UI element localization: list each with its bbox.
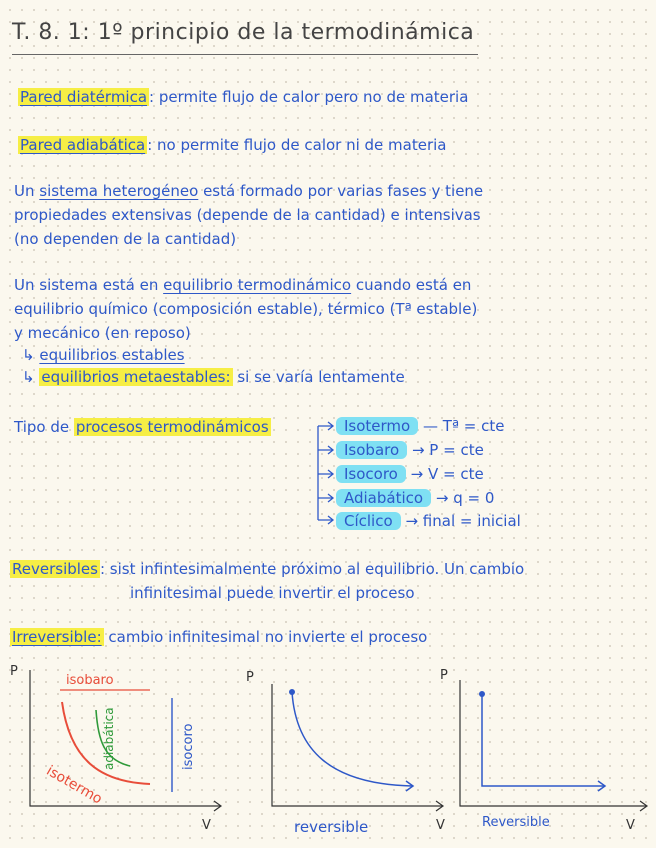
irreversible-text: cambio infinitesimal no invierte el proceso (108, 628, 428, 646)
proceso-ciclico (336, 512, 521, 530)
term-irreversible: Irreversible: (12, 628, 102, 646)
heterogeneo-text1: está formado por varias fases y tiene (203, 182, 484, 200)
term-adiabatica: Pared adiabática (20, 136, 146, 154)
rule-isobaro: P = cte (429, 441, 484, 459)
plot1-isotermo-label: isotermo (43, 762, 105, 808)
term-reversibles: Reversibles (12, 560, 98, 578)
heterogeneo-line2: propiedades extensivas (depende de la cantidad) e intensivas (14, 206, 481, 224)
procesos-pre: Tipo de (14, 418, 70, 436)
proceso-isotermo (336, 417, 504, 435)
plot3-ylabel: P (440, 668, 448, 683)
plot1-xlabel: V (202, 818, 211, 833)
pill-ciclico: Cíclico (336, 512, 401, 530)
equilibrio-branch-meta (22, 368, 405, 386)
pill-isocoro: Isocoro (336, 465, 406, 483)
pill-isotermo: Isotermo (336, 417, 418, 435)
def-adiabatica (18, 136, 447, 154)
plot3-xlabel: V (626, 818, 635, 833)
term-equilibrio: equilibrio termodinámico (163, 276, 352, 294)
term-diatermica: Pared diatérmica (20, 88, 148, 106)
rule-isotermo: Tª = cte (442, 417, 505, 435)
plot2-ylabel: P (246, 670, 254, 685)
pill-adiabatico: Adiabático (336, 489, 431, 507)
plot1-isocoro-label: isocoro (181, 723, 196, 770)
equilibrio-line2: equilibrio químico (composición estable), térmico (Tª estable) (14, 300, 478, 318)
arrow-right-icon: → (410, 465, 424, 483)
plot3-irreversible (450, 660, 656, 840)
equilibrio-line1 (14, 276, 471, 294)
equilibrio-line3: y mecánico (en reposo) (14, 324, 191, 342)
reversibles-text1: : sist infintesimalmente próximo al equilibrio. Un cambio (99, 560, 525, 578)
heterogeneo-line3: (no dependen de la cantidad) (14, 230, 237, 248)
procesos-heading (14, 418, 271, 436)
plot2-caption: reversible (294, 818, 369, 836)
term-estables: equilibrios estables (39, 346, 185, 364)
dash-icon: — (423, 417, 438, 435)
branch-arrow-icon: ↳ (22, 346, 35, 364)
heterogeneo-line1 (14, 182, 483, 200)
plot3-caption: Reversible (482, 815, 550, 830)
proceso-isocoro (336, 465, 484, 483)
term-procesos: procesos termodinámicos (75, 418, 269, 436)
plot1-adiabatica-label: adiabática (102, 707, 116, 770)
equilibrio-branch-stable (22, 346, 185, 364)
branch-arrow-icon: ↳ (22, 368, 35, 386)
pill-isobaro: Isobaro (336, 441, 407, 459)
term-heterogeneo: sistema heterogéneo (39, 182, 199, 200)
plot1-ylabel: P (10, 664, 18, 679)
rule-isocoro: V = cte (428, 465, 484, 483)
plot2-xlabel: V (436, 818, 445, 833)
equilibrio-pre: Un sistema está en (14, 276, 159, 294)
reversible-curve (292, 692, 412, 786)
reversibles-line2: infinitesimal puede invertir el proceso (130, 584, 415, 602)
rule-adiabatico: q = 0 (453, 489, 495, 507)
metaestables-text: si se varía lentamente (237, 368, 405, 386)
text-diatermica: : permite flujo de calor pero no de materia (149, 88, 469, 106)
proceso-isobaro (336, 441, 484, 459)
equilibrio-text1: cuando está en (355, 276, 472, 294)
def-diatermica (18, 88, 468, 106)
text-adiabatica: : no permite flujo de calor ni de materia (147, 136, 447, 154)
rule-ciclico: final = inicial (422, 512, 521, 530)
proceso-adiabatico (336, 489, 494, 507)
arrow-right-icon: → (411, 441, 425, 459)
arrow-right-icon: → (435, 489, 449, 507)
title-underline (12, 54, 478, 55)
page-title: T. 8. 1: 1º principio de la termodinámica (12, 20, 475, 45)
reversibles-line1 (10, 560, 524, 578)
plot1-isobaro-label: isobaro (66, 673, 114, 688)
step-path (482, 694, 604, 786)
term-metaestables: equilibrios metaestables: (41, 368, 231, 386)
heterogeneo-pre: Un (14, 182, 35, 200)
irreversible-line (10, 628, 427, 646)
plot2-reversible (230, 660, 450, 840)
arrow-right-icon: → (405, 512, 419, 530)
